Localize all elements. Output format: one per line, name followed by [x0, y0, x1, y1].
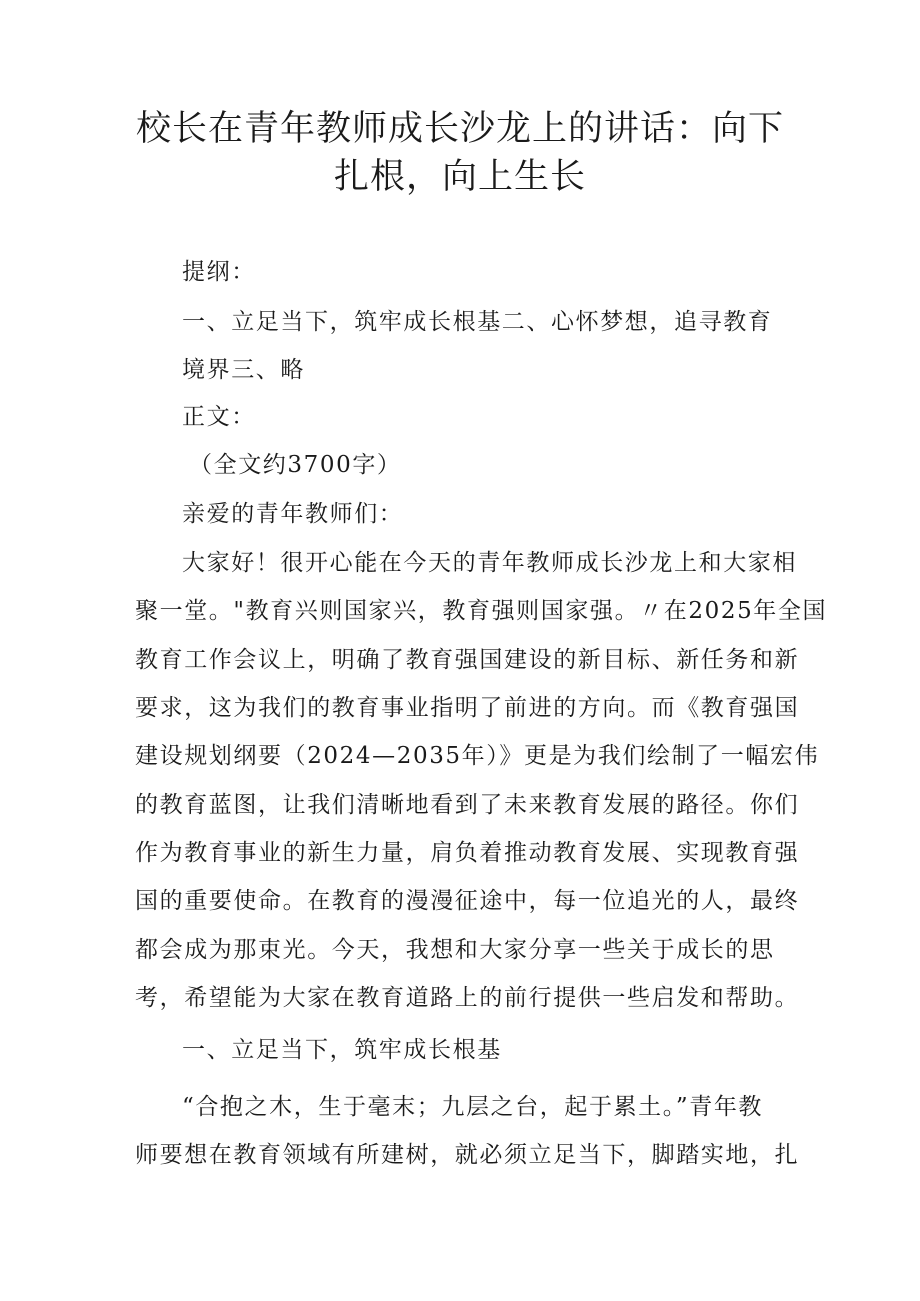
paragraph-line: 要求，这为我们的教育事业指明了前进的方向。而《教育强国: [135, 695, 800, 721]
word-count-note: （全文约3700字）: [189, 452, 402, 478]
paragraph-line: 国的重要使命。在教育的漫漫征途中，每一位追光的人，最终: [135, 888, 800, 914]
paragraph-line: 聚一堂。"教育兴则国家兴，教育强则国家强。〃在2025年全国: [135, 598, 828, 624]
salutation: 亲爱的青年教师们：: [182, 501, 404, 527]
outline-text-line: 一、立足当下，筑牢成长根基二、心怀梦想，追寻教育: [182, 309, 773, 335]
paragraph-line: 大家好！很开心能在今天的青年教师成长沙龙上和大家相: [182, 550, 797, 576]
document-title-line-1: 校长在青年教师成长沙龙上的讲话：向下: [135, 109, 784, 149]
section-heading: 一、立足当下，筑牢成长根基: [182, 1037, 502, 1063]
paragraph-line: 师要想在教育领域有所建树，就必须立足当下，脚踏实地，扎: [135, 1142, 800, 1168]
paragraph-line: “合抱之木，生于毫末；九层之台，起于累土。”青年教: [182, 1094, 764, 1120]
outline-text-line: 境界三、略: [182, 357, 305, 383]
paragraph-line: 的教育蓝图，让我们清晰地看到了未来教育发展的路径。你们: [135, 792, 800, 818]
paragraph-line: 建设规划纲要（2024—2035年）》更是为我们绘制了一幅宏伟: [135, 743, 820, 769]
paragraph-line: 都会成为那束光。今天，我想和大家分享一些关于成长的思: [135, 937, 775, 963]
outline-label: 提纲：: [182, 259, 256, 285]
paragraph-line: 作为教育事业的新生力量，肩负着推动教育发展、实现教育强: [135, 840, 800, 866]
document-title-line-2: 扎根，向上生长: [333, 157, 586, 197]
paragraph-line: 教育工作会议上，明确了教育强国建设的新目标、新任务和新: [135, 647, 800, 673]
paragraph-line: 考，希望能为大家在教育道路上的前行提供一些启发和帮助。: [135, 985, 800, 1011]
body-label: 正文：: [182, 404, 256, 430]
